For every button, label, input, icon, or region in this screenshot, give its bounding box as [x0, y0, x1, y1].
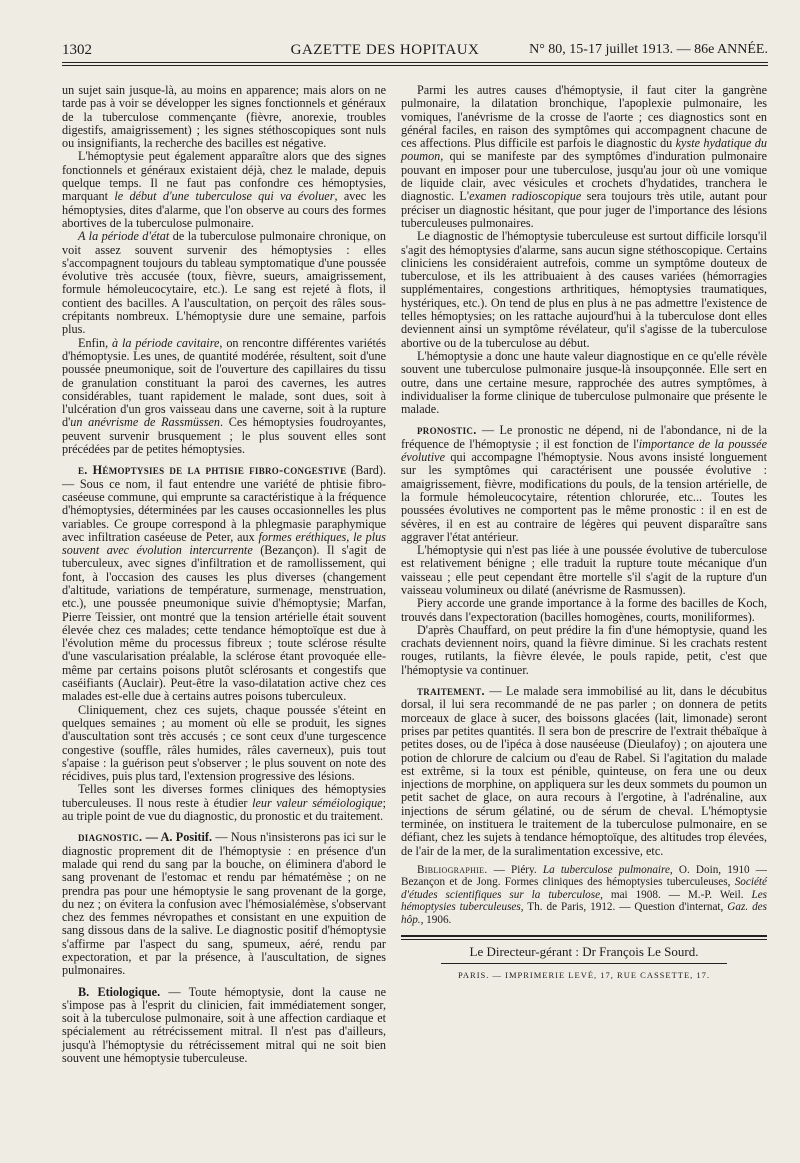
paragraph: Enfin, à la période cavitaire, on rencontre différentes variétés d'hémoptysie. Les unes, de quantité modérée, résultent, soit d'une poussée pneumonique, soit de l'ouverture des capillaires du tissu de granulation constituant la paroi des cavernes, les autres considérables, tuant rapidement le malade, sont dues, soit à l'ulcération d'un gros vaisseau dans une caverne, soit à la rupture d'un anévrisme de Rassmüssen. Ces hémoptysies foudroyantes, peuvent survenir brusquement ; le plus souvent elles sont précédées par de petites hémoptysies.	[62, 335, 387, 457]
section-heading: diagnostic.	[78, 830, 143, 845]
paragraph: Telles sont les diverses formes cliniques des hémoptysies tuberculeuses. Il nous reste à étudier leur valeur séméiologique; au triple point de vue du diagnostic, du pronostic et du traitement.	[62, 782, 386, 824]
paragraph: Cliniquement, chez ces sujets, chaque poussée s'éteint en quelques semaines ; au moment où elle se produit, les signes d'auscultation sont très accusés ; ce sont ceux d'une turgescence congestive (souffle, râles humides, râles caverneux), puis tout s'apaise : la guérison peut s'observer ; le plus souvent on note des récidives, puis plus tard, l'extension progressive des lésions.	[62, 702, 386, 784]
page-header	[62, 40, 768, 60]
section-heading: pronostic.	[417, 423, 477, 438]
issue-info: N° 80, 15-17 juillet 1913. — 86e ANNÉE.	[529, 42, 768, 57]
section-etiologique: B. Etiologique. — Toute hémoptysie, dont la cause ne s'impose pas à l'esprit du clinicien, fait immédiatement songer, soit à la tuberculose pulmonaire, soit à une affection cardiaque et spécialement au rétrécissement mitral. Il n'est pas d'ailleurs, jusqu'à l'hémoptysie du rétrécissement mitral qui ne soit bien souvent une hémoptysie tuberculeuse.	[62, 984, 386, 1066]
paragraph: Le diagnostic de l'hémoptysie tuberculeuse est surtout difficile lorsqu'il s'agit des hémoptysies d'alarme, sans aucun signe stéthoscopique. Certains cliniciens les considéraient autrefois, comme un symptôme douteux de tuberculose, et ils les attribuaient à des causes variées (hémorragies supplémentaires, congestions arthritiques, hémoptysies traumatiques, hystériques, etc.). On tend de plus en plus à ne pas admettre l'existence de telles hémoptysies; on les rattache aujourd'hui à la tuberculose dont elles deviennent ainsi un symptôme révélateur, qu'il s'agisse de la tuberculose abortive ou de la tuberculose au début.	[401, 229, 767, 350]
divider	[441, 963, 727, 964]
header-rule-thin	[62, 65, 768, 66]
right-column	[401, 84, 767, 983]
header-rule	[62, 62, 768, 63]
section-pronostic: pronostic. — Le pronostic ne dépend, ni de l'abondance, ni de la fréquence de l'hémoptysie ; il est fonction de l'importance de la poussée évolutive qui accompagne l'hémoptysie. Nous avons insisté longuement sur les symptômes qui caractérisent une poussée évolutive : amaigrissement, fièvre, modifications du pouls, de la tension artérielle, de la formule hémoleucocytaire, rétention chlorurée, etc... Toutes les poussées évolutives ne comportent pas le même pronostic : il en est de sévères, il en est au contraire de légères qui peuvent disparaître sans aggraver l'état antérieur.	[401, 423, 767, 544]
divider	[401, 939, 767, 940]
section-fibro-congestive: e. Hémoptysies de la phtisie fibro-congestive (Bard). — Sous ce nom, il faut entendre une variété de phtisie fibro-caséeuse commune, qui emprunte sa caractéristique à la fréquence d'hémoptysies, déterminées par les causes occasionnelles les plus variables. Ce groupe correspond à la phlegmasie paraphymique avec infiltration caséeuse de Peter, aux formes eréthiques, le plus souvent avec évolution intercurrente (Bezançon). Il s'agit de tuberculeux, avec signes d'infiltration et de ramollissement, qui font, à l'occasion des causes les plus diverses (changement d'altitude, variations de température, surmenage, menstruation, etc.), une poussée pneumonique suivie d'hémoptysie; Marfan, Pierre Teissier, ont montré que la tension artérielle était souvent élevée chez ces malades; cette tendance hémoptoïque est due à l'évolution même du processus fibreux ; toute sclérose résulte d'une vascularisation préalable, la sclérose étant provoquée elle-même par certains poisons plutôt sclérosants et congestifs que caséifiants (Auclair). Peut-être la vaso-dilatation active chez ces malades est-elle due à certains autres poisons tuberculeux.	[62, 463, 387, 704]
section-traitement: traitement. — Le malade sera immobilisé au lit, dans le décubitus dorsal, il lui sera recommandé de ne pas parler ; on donnera de petits morceaux de glace à sucer, des boissons glacées (lait, limonade) seront prises par petites quantités. Il sera bon de prescrire de l'extrait thébaïque à petites doses, ou de l'ipéca à dose nauséeuse (Dieulafoy) ; on ajoutera une potion de chlorure de calcium ou d'eau de Rabel. Si l'agitation du malade est extrême, si la toux est pénible, quinteuse, on fera une ou deux injections de morphine, on appliquera sur les deux sommets du poumon un petit sachet de glace, on aura recours à l'ergotine, à l'adrénaline, aux injections de sérum gélatiné, ou de sérum de cheval. L'hémoptysie terminée, on instituera le traitement de la tuberculose pulmonaire, en se défiant, chez les sujets à tendance hémoptoïque, des altitudes trop élevées, de l'air de la mer, de la suralimentation excessive, etc.	[401, 684, 767, 858]
paragraph: Piery accorde une grande importance à la forme des bacilles de Koch, trouvés dans l'expectoration (bacilles homogènes, courts, moniliformes).	[401, 596, 767, 624]
left-column	[62, 84, 386, 1065]
divider	[401, 935, 767, 937]
paragraph: un sujet sain jusque-là, au moins en apparence; mais alors on ne tarde pas à voir se développer les signes fonctionnels et généraux de la tuberculose commençante (fièvre, anorexie, troubles digestifs, amaigrissement) ; les signes stéthoscopiques sont nuls ou insignifiants, la recherche des bacilles est négative.	[62, 83, 386, 151]
section-heading: traitement.	[417, 684, 485, 699]
paragraph: Parmi les autres causes d'hémoptysie, il faut citer la gangrène pulmonaire, la dilatation bronchique, l'apoplexie pulmonaire, les vomiques, l'anévrisme de la crosse de l'aorte ; ces diagnostics sont en général faciles, en raison des symptômes qui accompagnent chacune de ces affections. Plus difficile est parfois le diagnostic du kyste hydatique du poumon, qui se manifeste par des symptômes d'induration pulmonaire pouvant en imposer pour une tuberculose, jusqu'au jour où une vomique de liquide clair, avec vésicules et crochets d'hydatides, tranchera le diagnostic. L'examen radioscopique sera toujours très utile, autant pour préciser un diagnostic hésitant, que pour juger de l'importance des lésions tuberculeuses pulmonaires.	[401, 83, 767, 230]
printer-imprint: PARIS. — IMPRIMERIE LEVÉ, 17, RUE CASSETTE, 17.	[457, 970, 711, 981]
paragraph: L'hémoptysie qui n'est pas liée à une poussée évolutive de tuberculose est relativement bénigne ; elle traduit la rupture toute mécanique d'un vaisseau ; elle peut cependant être mortelle s'il s'agit de la rupture d'un vaisseau volumineux ou dilaté (anévrisme de Rasmussen).	[401, 543, 767, 597]
paragraph: L'hémoptysie peut également apparaître alors que des signes fonctionnels et généraux existaient déjà, chez le malade, depuis quelque temps. Il ne faut pas confondre ces hémoptysies, marquant le début d'une tuberculose qui va évoluer, avec les hémoptysies, dites d'alarme, que l'on observe au cours des formes abortives de la tuberculose pulmonaire.	[62, 149, 386, 230]
bibliography: Bibliographie. — Piéry. La tuberculose pulmonaire, O. Doin, 1910 — Bezançon et de Jong. Formes cliniques des hémoptysies tuberculeuses, Société d'études scientifiques sur la tuberculose, mai 1908. — M.-P. Weil. Les hémoptysies tuberculeuses, Th. de Paris, 1912. — Question d'internat, Gaz. des hôp., 1906.	[401, 863, 768, 926]
journal-title: GAZETTE DES HOPITAUX	[290, 42, 480, 58]
section-diagnostic: diagnostic. — A. Positif. — Nous n'insisterons pas ici sur le diagnostic proprement dit de l'hémoptysie : en présence d'un malade qui rend du sang par la bouche, on éliminera d'abord le sang provenant de l'estomac et rendu par hématémèse ; on ne prendra pas pour une hémoptysie le sang provenant de la gorge, du nez ; on évitera la confusion avec l'hémosialémèse, s'observant chez des femmes névropathes et consistant en une expuition de sang dissous dans de la salive. Le diagnostic positif d'hémoptysie s'affirme par l'aspect du sang, spumeux, aéré, rendu par expectoration, et par la présence, à l'auscultation, de signes pulmonaires.	[62, 830, 386, 978]
page-number: 1302	[62, 42, 92, 58]
director-signature: Le Directeur-gérant : Dr François Le Sourd.	[469, 943, 699, 959]
paragraph: A la période d'état de la tuberculose pulmonaire chronique, on voit assez souvent survenir des hémoptysies : elles s'accompagnent toujours du tableau symptomatique d'une poussée évolutive très accusée (toux, fièvre, sueurs, amaigrissement, formule hémoleucocytaire, etc.). Le sang est rejeté à flots, il contient des bacilles. A l'auscultation, on perçoit des râles sous-crépitants nombreux. L'hémoptysie dure une semaine, parfois plus.	[62, 229, 386, 337]
section-heading: e. Hémoptysies de la phtisie fibro-congestive	[78, 463, 347, 478]
section-heading: B. Etiologique.	[78, 984, 161, 999]
paragraph: L'hémoptysie a donc une haute valeur diagnostique en ce qu'elle révèle souvent une tuberculose pulmonaire jusque-là insoupçonnée. Elle sert en outre, dans une certaine mesure, rapprochée des autres symptômes, à individualiser la forme clinique de tuberculose pulmonaire que présente le malade.	[401, 348, 767, 417]
paragraph: D'après Chauffard, on peut prédire la fin d'une hémoptysie, quand les crachats deviennent noirs, quand la fièvre diminue. Si les crachats restent rouges, rutilants, la fièvre élevée, le pouls rapide, petit, c'est que l'hémoptysie va continuer.	[401, 622, 767, 677]
